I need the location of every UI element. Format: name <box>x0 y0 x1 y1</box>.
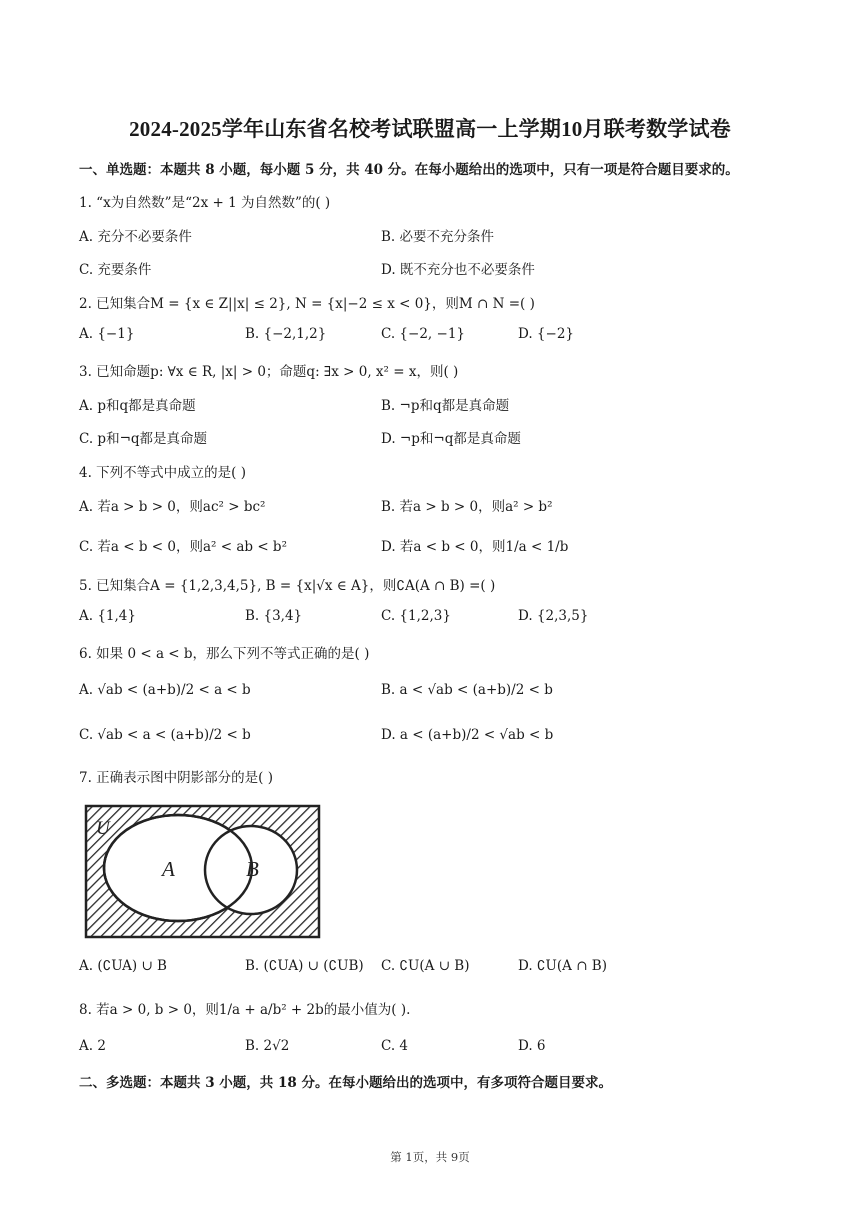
question-6-option-a: A. √ab < (a+b)/2 < a < b <box>79 682 251 698</box>
question-3-option-a: A. p和q都是真命题 <box>79 398 196 414</box>
question-1-option-a: A. 充分不必要条件 <box>79 229 192 245</box>
question-8-option-d: D. 6 <box>518 1038 546 1054</box>
question-7-option-d: D. ∁U(A ∩ B) <box>518 958 607 974</box>
question-4-stem: 4. 下列不等式中成立的是( ) <box>79 465 246 481</box>
question-4-option-c: C. 若a < b < 0，则a² < ab < b² <box>79 539 287 555</box>
question-1-stem: 1. “x为自然数”是“2x + 1 为自然数”的( ) <box>79 195 331 211</box>
question-5-option-c: C. {1,2,3} <box>381 608 451 624</box>
question-3-option-d: D. ¬p和¬q都是真命题 <box>381 431 521 447</box>
venn-diagram <box>84 804 322 940</box>
question-8-stem: 8. 若a > 0, b > 0，则1/a + a/b² + 2b的最小值为( ). <box>79 1002 411 1018</box>
question-8-option-b: B. 2√2 <box>245 1038 290 1054</box>
section-multiple-choice-header: 二、多选题：本题共 3 小题，共 18 分。在每小题给出的选项中，有多项符合题目要求。 <box>79 1075 612 1091</box>
question-5-option-d: D. {2,3,5} <box>518 608 589 624</box>
question-4-option-a: A. 若a > b > 0，则ac² > bc² <box>79 499 266 515</box>
question-7-option-c: C. ∁U(A ∪ B) <box>381 958 470 974</box>
section-single-choice-header: 一、单选题：本题共 8 小题，每小题 5 分，共 40 分。在每小题给出的选项中，只有一项是符合题目要求的。 <box>79 162 739 178</box>
question-7-stem: 7. 正确表示图中阴影部分的是( ) <box>79 770 273 786</box>
question-3-stem: 3. 已知命题p: ∀x ∈ R, |x| > 0；命题q: ∃x > 0, x² = x，则( ) <box>79 364 459 380</box>
question-6-option-c: C. √ab < a < (a+b)/2 < b <box>79 727 251 743</box>
question-6-option-b: B. a < √ab < (a+b)/2 < b <box>381 682 553 698</box>
document-title: 2024-2025学年山东省名校考试联盟高一上学期10月联考数学试卷 <box>129 117 731 141</box>
question-4-option-d: D. 若a < b < 0，则1/a < 1/b <box>381 539 569 555</box>
venn-label-b: B <box>246 857 259 881</box>
question-5-stem: 5. 已知集合A = {1,2,3,4,5}, B = {x|√x ∈ A}，则∁A(A ∩ B) =( ) <box>79 578 496 594</box>
question-2-option-b: B. {−2,1,2} <box>245 326 327 342</box>
question-3-option-b: B. ¬p和q都是真命题 <box>381 398 510 414</box>
page-footer: 第 1页，共 9页 <box>390 1150 470 1164</box>
question-1-option-b: B. 必要不充分条件 <box>381 229 495 245</box>
venn-label-u: U <box>96 818 110 839</box>
question-7-option-a: A. (∁UA) ∪ B <box>79 958 167 974</box>
question-5-option-b: B. {3,4} <box>245 608 303 624</box>
question-6-stem: 6. 如果 0 < a < b，那么下列不等式正确的是( ) <box>79 646 370 662</box>
question-4-option-b: B. 若a > b > 0，则a² > b² <box>381 499 553 515</box>
question-3-option-c: C. p和¬q都是真命题 <box>79 431 208 447</box>
question-8-option-c: C. 4 <box>381 1038 409 1054</box>
venn-label-a: A <box>162 857 175 881</box>
question-5-option-a: A. {1,4} <box>79 608 136 624</box>
question-2-option-d: D. {−2} <box>518 326 575 342</box>
question-2-option-c: C. {−2, −1} <box>381 326 465 342</box>
question-8-option-a: A. 2 <box>79 1038 106 1054</box>
question-2-stem: 2. 已知集合M = {x ∈ Z||x| ≤ 2}, N = {x|−2 ≤ x < 0}，则M ∩ N =( ) <box>79 296 535 312</box>
question-6-option-d: D. a < (a+b)/2 < √ab < b <box>381 727 554 743</box>
question-2-option-a: A. {−1} <box>79 326 135 342</box>
question-1-option-d: D. 既不充分也不必要条件 <box>381 262 535 278</box>
question-1-option-c: C. 充要条件 <box>79 262 152 278</box>
question-7-option-b: B. (∁UA) ∪ (∁UB) <box>245 958 364 974</box>
